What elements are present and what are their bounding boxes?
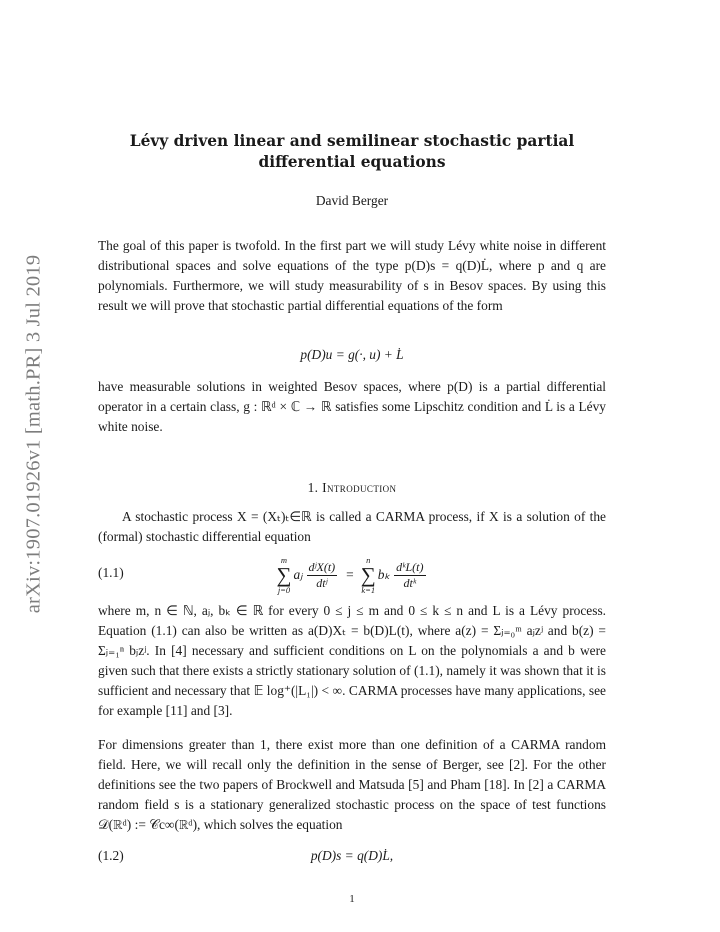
sum-k-lower: k=1 bbox=[361, 584, 376, 595]
coef-b: bₖ bbox=[377, 567, 391, 582]
sum-j-upper: m bbox=[280, 555, 288, 565]
fraction-x-num: dʲX(t) bbox=[308, 560, 336, 575]
fraction-l-num: dᵏL(t) bbox=[396, 560, 424, 575]
section-heading bbox=[98, 480, 606, 496]
sum-j-lower: j=0 bbox=[277, 584, 291, 595]
equals-sign: = bbox=[346, 567, 354, 582]
abstract-paragraph-2: have measurable solutions in weighted Besov spaces, where p(D) is a partial differential operator in a certain class, g : ℝᵈ × ℂ → ℝ satisfies some Lipschitz condition and L̇ is a Lévy white noise. bbox=[98, 379, 606, 435]
intro-paragraph-2: where m, n ∈ ℕ, aⱼ, bₖ ∈ ℝ for every 0 ≤ j ≤ m and 0 ≤ k ≤ n and L is a Lévy process. Equation (1.1) can also be written as a(D)Xₜ = b(D)L(t), where a(z) = Σⱼ₌₀ᵐ aⱼzʲ and b(z) = Σⱼ₌₁ⁿ bⱼzʲ. In [4] necessary and sufficient conditions on L on the polynomials a and b were given such that there exists a strictly stationary solution of (1.1), namely it was shown that it is sufficient and necessary that 𝔼 log⁺(|L₁|) < ∞. CARMA processes have many applications, see for example [11] and [3]. bbox=[98, 603, 606, 719]
equation-1-2-body: p(D)s = q(D)L̇, bbox=[310, 848, 394, 863]
section-title: Introduction bbox=[322, 480, 397, 495]
coef-a: aⱼ bbox=[293, 567, 303, 582]
paper-author: David Berger bbox=[315, 193, 389, 208]
sum-k-upper: n bbox=[366, 555, 371, 565]
fraction-x bbox=[307, 560, 338, 590]
section-number: 1. bbox=[307, 480, 319, 495]
sigma-symbol: ∑ bbox=[276, 562, 292, 587]
equation-1-1-body bbox=[98, 553, 606, 597]
page-number: 1 bbox=[349, 893, 355, 905]
arxiv-stamp-text: arXiv:1907.01926v1 [math.PR] 3 Jul 2019 bbox=[22, 254, 45, 614]
fraction-x-den: dtʲ bbox=[316, 575, 328, 590]
sum-j bbox=[277, 556, 292, 594]
abstract-equation bbox=[98, 347, 606, 371]
intro-paragraph-3: For dimensions greater than 1, there exist more than one definition of a CARMA random field. Here, we will recall only the definition in the sense of Berger, see [2]. For the other definitions see the two papers of Brockwell and Matsuda [5] and Pham [18]. In [2] a CARMA random field s is a stationary generalized stochastic process on the space of test functions 𝒟(ℝᵈ) := 𝒞c∞(ℝᵈ), which solves the equation bbox=[98, 737, 606, 833]
fraction-l-den: dtᵏ bbox=[403, 575, 417, 590]
equation-1-1 bbox=[98, 553, 606, 597]
paper-title: Lévy driven linear and semilinear stochastic partial differential equations bbox=[129, 132, 575, 171]
abstract-paragraph-1: The goal of this paper is twofold. In the first part we will study Lévy white noise in different distributional spaces and solve equations of the type p(D)s = q(D)L̇, where p and q are polynomials. Furthermore, we will study measurability of s in Besov spaces. By using this result we will prove that stochastic partial differential equations of the form bbox=[98, 238, 606, 314]
equation-1-2-number: (1.2) bbox=[98, 848, 124, 863]
abstract-equation-body: p(D)u = g(·, u) + L̇ bbox=[300, 347, 404, 362]
equation-1-1-number: (1.1) bbox=[98, 565, 124, 580]
intro-paragraph-1: A stochastic process X = (Xₜ)ₜ∈ℝ is called a CARMA process, if X is a solution of the (formal) stochastic differential equation bbox=[98, 509, 606, 545]
sum-k bbox=[361, 556, 376, 594]
fraction-l bbox=[394, 560, 425, 590]
equation-1-2 bbox=[98, 848, 606, 872]
sigma-symbol: ∑ bbox=[360, 562, 376, 587]
